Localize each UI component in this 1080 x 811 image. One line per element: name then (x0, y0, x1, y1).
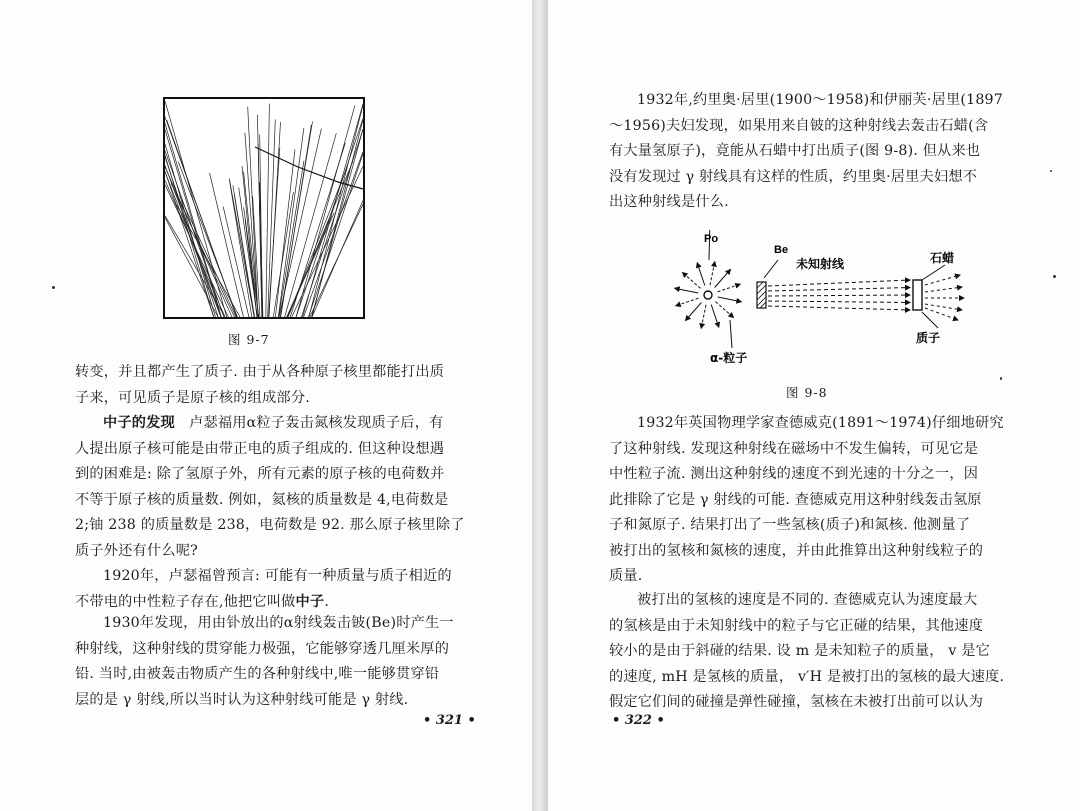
paraffin-block (913, 280, 922, 310)
track-line (768, 295, 910, 296)
page-number-left: • 321 • (423, 713, 476, 728)
text-line: 层的是 γ 射线,所以当时认为这种射线可能是 γ 射线. (75, 691, 409, 708)
text-line: 没有发现过 γ 射线具有这样的性质，约里奥·居里夫妇想不 (609, 168, 978, 185)
track-line (715, 270, 731, 288)
figure-9-8-diagram (660, 230, 980, 370)
text-line: 人提出原子核可能是由带正电的质子组成的. 但这种设想遇 (75, 440, 445, 457)
text-line: 质量. (609, 568, 643, 584)
track-line (686, 303, 702, 321)
text-line: 铅. 当时,由被轰击物质产生的各种射线中,唯一能够贯穿铅 (75, 666, 440, 682)
track-line (768, 288, 910, 292)
text-line: 1920年，卢瑟福曾预言: 可能有一种质量与质子相近的 (103, 568, 452, 584)
term-neutron: 中子 (295, 593, 325, 610)
figure-9-7-cloud-chamber (163, 97, 365, 319)
left-paragraph-4 (75, 611, 475, 713)
text-line: 出这种射线是什么. (609, 194, 729, 210)
track-line (711, 305, 719, 328)
text-line: 的速度, mH 是氢核的质量， v′H 是被打出的氢核的最大速度. (609, 668, 1005, 685)
label-be: Be (774, 244, 789, 256)
text-line: 此排除了它是 γ 射线的可能. 查德威克用这种射线轰击氢原 (609, 491, 982, 508)
text-line: 1930年发现，用由钋放出的α射线轰击铍(Be)时产生一 (103, 615, 454, 631)
text-line: 1932年,约里奥·居里(1900～1958)和伊丽芙·居里(1897 (637, 92, 1003, 108)
track-line (925, 304, 962, 310)
track-line (925, 308, 958, 320)
track-line (710, 262, 715, 286)
text-line: 子来，可见质子是原子核的组成部分. (75, 389, 310, 406)
label-alpha-particle: α-粒子 (710, 351, 748, 365)
label-paraffin: 石蜡 (930, 251, 955, 265)
text-line: 有大量氢原子)，竟能从石蜡中打出质子(图 9-8). 但从来也 (609, 143, 981, 159)
track-line (768, 306, 910, 310)
text-line: 较小的是由于斜碰的结果. 设 m 是未知粒子的质量， v 是它 (609, 643, 991, 659)
section-heading: 中子的发现 (103, 415, 175, 431)
track-line (697, 263, 705, 286)
text-line: 的氢核是由于未知射线中的粒子与它正碰的结果，其他速度 (609, 617, 984, 634)
text-line: 2;铀 238 的质量数是 238，电荷数是 92. 那么原子核里除了 (75, 517, 465, 533)
track-line (683, 273, 701, 289)
track-line (676, 298, 699, 306)
text-segment: . (324, 593, 330, 610)
polonium-source (675, 262, 742, 329)
text-line: 假定它们间的碰撞是弹性碰撞，氢核在未被打出前可以认为 (609, 694, 984, 710)
label-po: Po (704, 233, 719, 245)
text-line: 子和氮原子. 结果打出了一些氢核(质子)和氮核. 他测量了 (609, 517, 971, 533)
label-unknown-ray: 未知射线 (796, 257, 845, 271)
label-proton: 质子 (916, 331, 941, 345)
text-line: 转变，并且都产生了质子. 由于从各种原子核里都能打出质 (75, 364, 445, 380)
right-paragraph-collision (609, 588, 1009, 716)
text-segment: 卢瑟福用α粒子轰击氮核发现质子后，有 (189, 415, 444, 431)
text-line: 不等于原子核的质量数. 例如，氦核的质量数是 4,电荷数是 (75, 491, 449, 508)
scan-speck (52, 286, 55, 289)
book-gutter (532, 0, 548, 811)
track-line (925, 275, 960, 285)
text-line: ～1956)夫妇发现，如果用来自铍的这种射线去轰击石蜡(含 (609, 117, 989, 134)
page-number-right: • 322 • (612, 713, 665, 728)
left-paragraph-neutron-discovery (75, 411, 475, 564)
text-line: 到的困难是: 除了氢原子外，所有元素的原子核的电荷数并 (75, 466, 445, 482)
track-line (925, 287, 962, 292)
text-line (75, 411, 475, 437)
track-line (675, 288, 699, 293)
text-line: 中性粒子流. 测出这种射线的速度不到光速的十分之一，因 (609, 466, 979, 482)
proton-rays (925, 275, 964, 320)
scan-speck (1050, 170, 1052, 172)
right-paragraph-1 (609, 88, 1009, 216)
unknown-rays (768, 280, 910, 310)
scan-speck (1000, 377, 1002, 380)
track-line (718, 297, 742, 302)
left-paragraph-1 (75, 360, 475, 411)
left-paragraph-3 (75, 564, 475, 615)
text-line: 质子外还有什么呢? (75, 542, 198, 559)
text-segment: 不带电的中性粒子存在,他把它叫做 (75, 593, 296, 610)
text-line: 了这种射线. 发现这种射线在磁场中不发生偏转，可见它是 (609, 440, 979, 457)
track-line (716, 302, 734, 318)
text-line: 被打出的氢核的速度是不同的. 查德威克认为速度最大 (637, 592, 978, 608)
track-line (768, 280, 910, 286)
track-line (768, 301, 910, 303)
scan-speck (1053, 275, 1056, 278)
figure-9-8-caption: 图 9-8 (786, 385, 828, 400)
figure-9-7-caption: 图 9-7 (228, 332, 270, 347)
text-line: 被打出的氢核和氮核的速度，并由此推算出这种射线粒子的 (609, 542, 984, 559)
track-line (718, 284, 741, 292)
track-line (701, 305, 706, 329)
text-line: 种射线，这种射线的贯穿能力极强，它能够穿透几厘米厚的 (75, 640, 450, 657)
text-line: 1932年英国物理学家查德威克(1891～1974)仔细地研究 (637, 415, 1004, 431)
right-paragraph-chadwick (609, 411, 1009, 590)
